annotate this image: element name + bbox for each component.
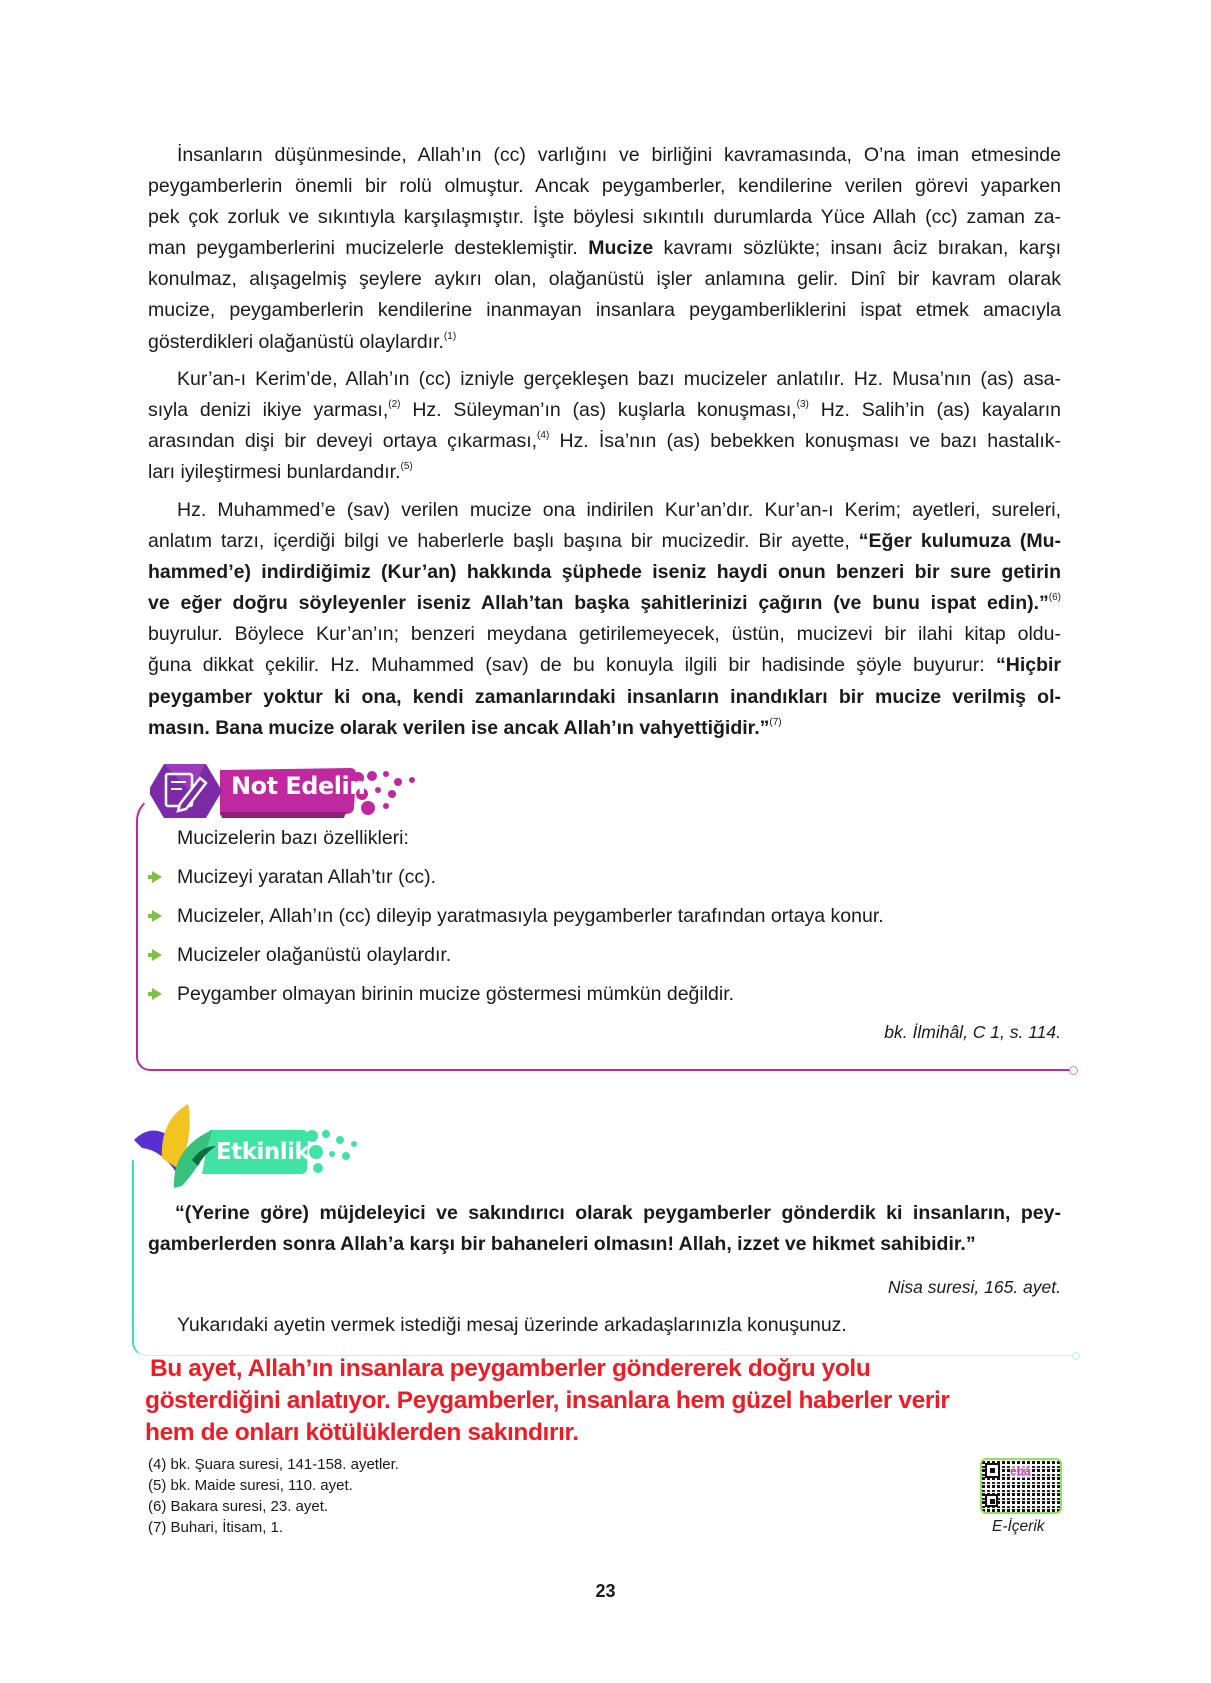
text-segment: gösterdikleri olağanüstü olaylardır. <box>148 330 444 353</box>
answer-line: gösterdiğini anlatıyor. Peygamberler, insanlara hem güzel haberler verir <box>145 1387 950 1414</box>
bullet-arrow-icon <box>152 910 162 922</box>
text-segment: Hz. Salih’in (as) kayaların <box>808 399 1061 422</box>
note-intro: Mucizelerin bazı özellikleri: <box>177 827 409 849</box>
quote-line: gamberlerden sonra Allah’a karşı bir bahaneleri olmasın! Allah, izzet ve hikmet sahibidir.” <box>148 1233 976 1256</box>
text-segment: mucize, peygamberlerin kendilerine inanmayan insanlara peygamberliklerini ispat etmek amacıyla <box>148 299 1061 322</box>
note-list-item: Mucizeler, Allah’ın (cc) dileyip yaratmasıyla peygamberler tarafından ortaya konur. <box>177 905 884 927</box>
note-list-item: Mucizeyi yaratan Allah’tır (cc). <box>177 866 436 888</box>
text-segment: hammed’e) indirdiğimiz (Kur’an) hakkında şüphede iseniz haydi onun benzeri bir sure getirin <box>148 561 1061 584</box>
text-line <box>148 295 1061 326</box>
text-segment: konulmaz, alışagelmiş şeylere aykırı olan, olağanüstü işler anlamına gelir. Dinî bir kavram olarak <box>148 268 1061 291</box>
paragraph-2 <box>148 364 1061 488</box>
text-segment: anlatım tarzı, içerdiği bilgi ve haberlerle başlı başına bir mucizedir. Bir ayette, <box>148 530 859 553</box>
answer-line: Bu ayet, Allah’ın insanlara peygamberler göndererek doğru yolu <box>150 1355 871 1382</box>
footnote: (5) bk. Maide suresi, 110. ayet. <box>148 1477 353 1494</box>
footnote: (4) bk. Şuara suresi, 141-158. ayetler. <box>148 1456 399 1473</box>
pencil-notepad-icon <box>150 764 222 818</box>
activity-title: Etkinlik <box>216 1139 310 1165</box>
text-segment: sıyla denizi ikiye yarması, <box>148 399 389 422</box>
footnote-ref: (1) <box>443 330 457 342</box>
text-line <box>148 171 1061 202</box>
text-line <box>148 495 1061 526</box>
quote-line: “(Yerine göre) müjdeleyici ve sakındırıcı olarak peygamberler gönderdik ki insanların, pey- <box>175 1202 1061 1224</box>
text-line <box>148 395 1061 426</box>
footnote-ref: (6) <box>1048 592 1061 604</box>
qr-label: E-İçerik <box>992 1518 1045 1535</box>
bullet-arrow-icon <box>152 871 162 883</box>
text-segment: buyrulur. Böylece Kur’an’ın; benzeri meydana getirilemeyecek, üstün, mucizevi bir ilahi kitap oldu- <box>148 623 1061 646</box>
text-segment: arasından dişi bir deveyi ortaya çıkarması, <box>148 430 538 453</box>
qr-badge: ebá <box>1010 1464 1031 1478</box>
text-segment: Mucize <box>588 237 654 260</box>
text-segment: Kur’an-ı Kerim’de, Allah’ın (cc) izniyle gerçekleşen bazı mucizeler anlatılır. Hz. Musa’nın (as) asa- <box>177 368 1061 390</box>
text-segment: Hz. Muhammed’e (sav) verilen mucize ona indirilen Kur’an’dır. Kur’an-ı Kerim; ayetleri, sureleri, <box>177 499 1061 521</box>
dots-decoration <box>306 1130 357 1173</box>
text-segment: peygamber yoktur ki ona, kendi zamanlarındaki insanların inandıkları bir mucize verilmiş ol- <box>148 685 1061 708</box>
text-line <box>148 713 1061 744</box>
text-segment: Hz. Süleyman’ın (as) kuşlarla konuşması, <box>400 399 797 422</box>
feather-icon <box>134 1104 216 1188</box>
text-line <box>148 526 1061 557</box>
text-line <box>148 557 1061 588</box>
note-list-item: Peygamber olmayan birinin mucize göstermesi mümkün değildir. <box>177 983 735 1005</box>
activity-quote <box>148 1198 1061 1260</box>
text-segment: pek çok zorluk ve sıkıntıyla karşılaşmıştır. İşte böylesi sıkıntılı durumlarda Yüce Allah (cc) zaman za- <box>148 206 1061 229</box>
paragraph-3 <box>148 495 1061 744</box>
note-title: Not Edelim <box>231 772 374 800</box>
bullet-arrow-icon <box>152 988 162 1000</box>
text-segment: İnsanların düşünmesinde, Allah’ın (cc) varlığını ve birliğini kavramasında, O’na iman etmesinde <box>177 144 1061 166</box>
text-line <box>148 588 1061 619</box>
footnote: (7) Buhari, İtisam, 1. <box>148 1519 284 1536</box>
text-line <box>148 233 1061 264</box>
text-segment: ğuna dikkat çekilir. Hz. Muhammed (sav) de bu konuyla ilgili bir hadisinde şöyle buyurur: <box>148 654 996 677</box>
footnote-ref: (4) <box>537 430 550 442</box>
answer-line: hem de onları kötülüklerden sakındırır. <box>145 1419 579 1446</box>
text-line <box>148 682 1061 713</box>
footnote-ref: (2) <box>388 399 401 411</box>
text-segment: man peygamberlerini mucizelerle desteklemiştir. <box>148 237 589 260</box>
activity-instruction: Yukarıdaki ayetin vermek istediği mesaj üzerinde arkadaşlarınızla konuşunuz. <box>177 1314 847 1336</box>
text-line <box>148 327 1061 358</box>
text-segment: kavramı sözlükte; insanı âciz bırakan, karşı <box>653 237 1062 260</box>
text-segment: ve eğer doğru söyleyenler iseniz Allah’tan başka şahitlerinizi çağırın (ve bunu ispat edin).” <box>148 592 1049 615</box>
note-source: bk. İlmihâl, C 1, s. 114. <box>884 1022 1061 1042</box>
qr-code[interactable] <box>980 1458 1062 1514</box>
text-line <box>148 140 1061 171</box>
bullet-arrow-icon <box>152 949 162 961</box>
text-line <box>148 650 1061 681</box>
text-segment: ları iyileştirmesi bunlardandır. <box>148 461 401 484</box>
text-segment: “Hiçbir <box>995 654 1061 677</box>
text-segment: Hz. İsa’nın (as) bebekken konuşması ve bazı hastalık- <box>549 430 1061 453</box>
text-segment: peygamberlerin önemli bir rolü olmuştur. Ancak peygamberler, kendilerine verilen görevi yaparken <box>148 175 1061 198</box>
text-line <box>148 364 1061 395</box>
note-list-item: Mucizeler olağanüstü olaylardır. <box>177 944 452 966</box>
activity-source: Nisa suresi, 165. ayet. <box>887 1277 1061 1297</box>
text-line <box>148 619 1061 650</box>
text-line <box>148 457 1061 488</box>
footnote-ref: (3) <box>796 399 809 411</box>
footnote-ref: (7) <box>769 716 782 728</box>
footnote-ref: (5) <box>400 461 413 473</box>
text-line <box>148 264 1061 295</box>
text-segment: “Eğer kulumuza (Mu- <box>858 530 1061 553</box>
paragraph-1 <box>148 140 1061 358</box>
footnote: (6) Bakara suresi, 23. ayet. <box>148 1498 329 1515</box>
text-line <box>148 426 1061 457</box>
text-segment: masın. Bana mucize olarak verilen ise ancak Allah’ın vahyettiğidir.” <box>148 716 770 739</box>
text-line <box>148 202 1061 233</box>
page-number: 23 <box>595 1581 616 1601</box>
